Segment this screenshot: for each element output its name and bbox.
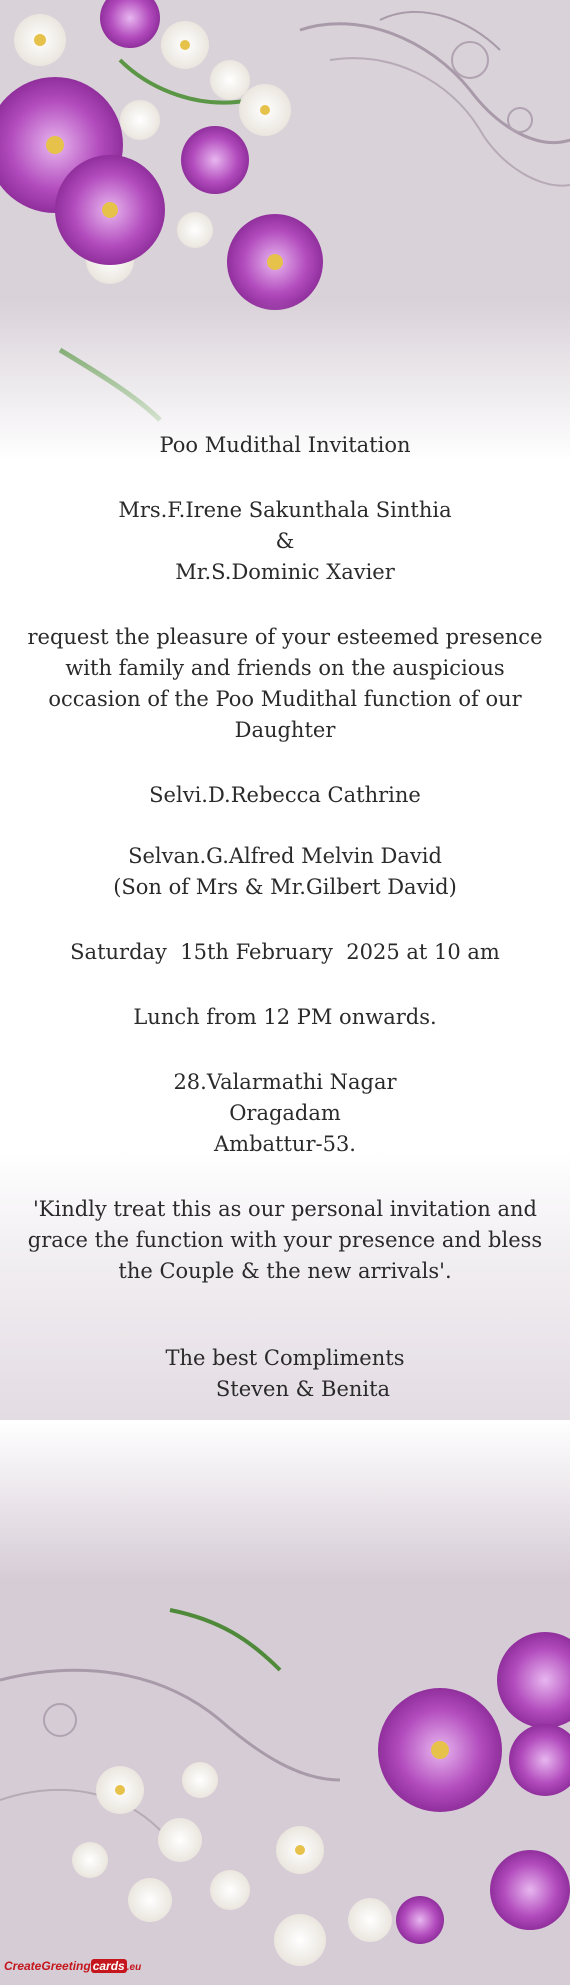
credit-tld: .eu [126, 1962, 142, 1973]
compliments-label: The best Compliments [165, 1346, 405, 1370]
host-father: Mr.S.Dominic Xavier [175, 560, 395, 584]
closing-note: 'Kindly treat this as our personal invitation and grace the function with your presence and bless the Couple & the new arrivals'. [27, 1197, 543, 1283]
groom-parents: (Son of Mrs & Mr.Gilbert David) [113, 875, 457, 899]
top-floral-decoration [0, 0, 570, 460]
daughter-name: Selvi.D.Rebecca Cathrine [149, 783, 421, 807]
credit-cards: cards [92, 1959, 125, 1973]
spacer [0, 461, 570, 495]
address-line-3: Ambattur-53. [214, 1132, 356, 1156]
spacer [0, 903, 570, 937]
spacer [0, 1287, 570, 1343]
credit-brand: CreateGreeting [4, 1959, 91, 1973]
address-line-2: Oragadam [229, 1101, 341, 1125]
spacer [0, 1160, 570, 1194]
createGreetingCards-logo[interactable] [4, 1959, 141, 1973]
spacer [0, 811, 570, 841]
groom-name: Selvan.G.Alfred Melvin David [128, 844, 442, 868]
host-ampersand: & [275, 529, 295, 553]
host-mother: Mrs.F.Irene Sakunthala Sinthia [118, 498, 452, 522]
spacer [0, 968, 570, 1002]
spacer [0, 588, 570, 622]
request-paragraph: request the pleasure of your esteemed presence with family and friends on the auspicious occasion of the Poo Mudithal function of our Daughter [27, 625, 543, 742]
invitation-text [0, 430, 570, 1405]
bottom-floral-decoration [0, 1420, 570, 1985]
compliments-names: Steven & Benita [215, 1377, 391, 1401]
site-credit[interactable] [0, 1955, 140, 1985]
spacer [0, 746, 570, 780]
address-line-1: 28.Valarmathi Nagar [173, 1070, 397, 1094]
lunch-info: Lunch from 12 PM onwards. [133, 1005, 437, 1029]
event-date-time: Saturday 15th February 2025 at 10 am [70, 940, 500, 964]
invitation-title: Poo Mudithal Invitation [159, 433, 411, 457]
spacer [0, 1033, 570, 1067]
